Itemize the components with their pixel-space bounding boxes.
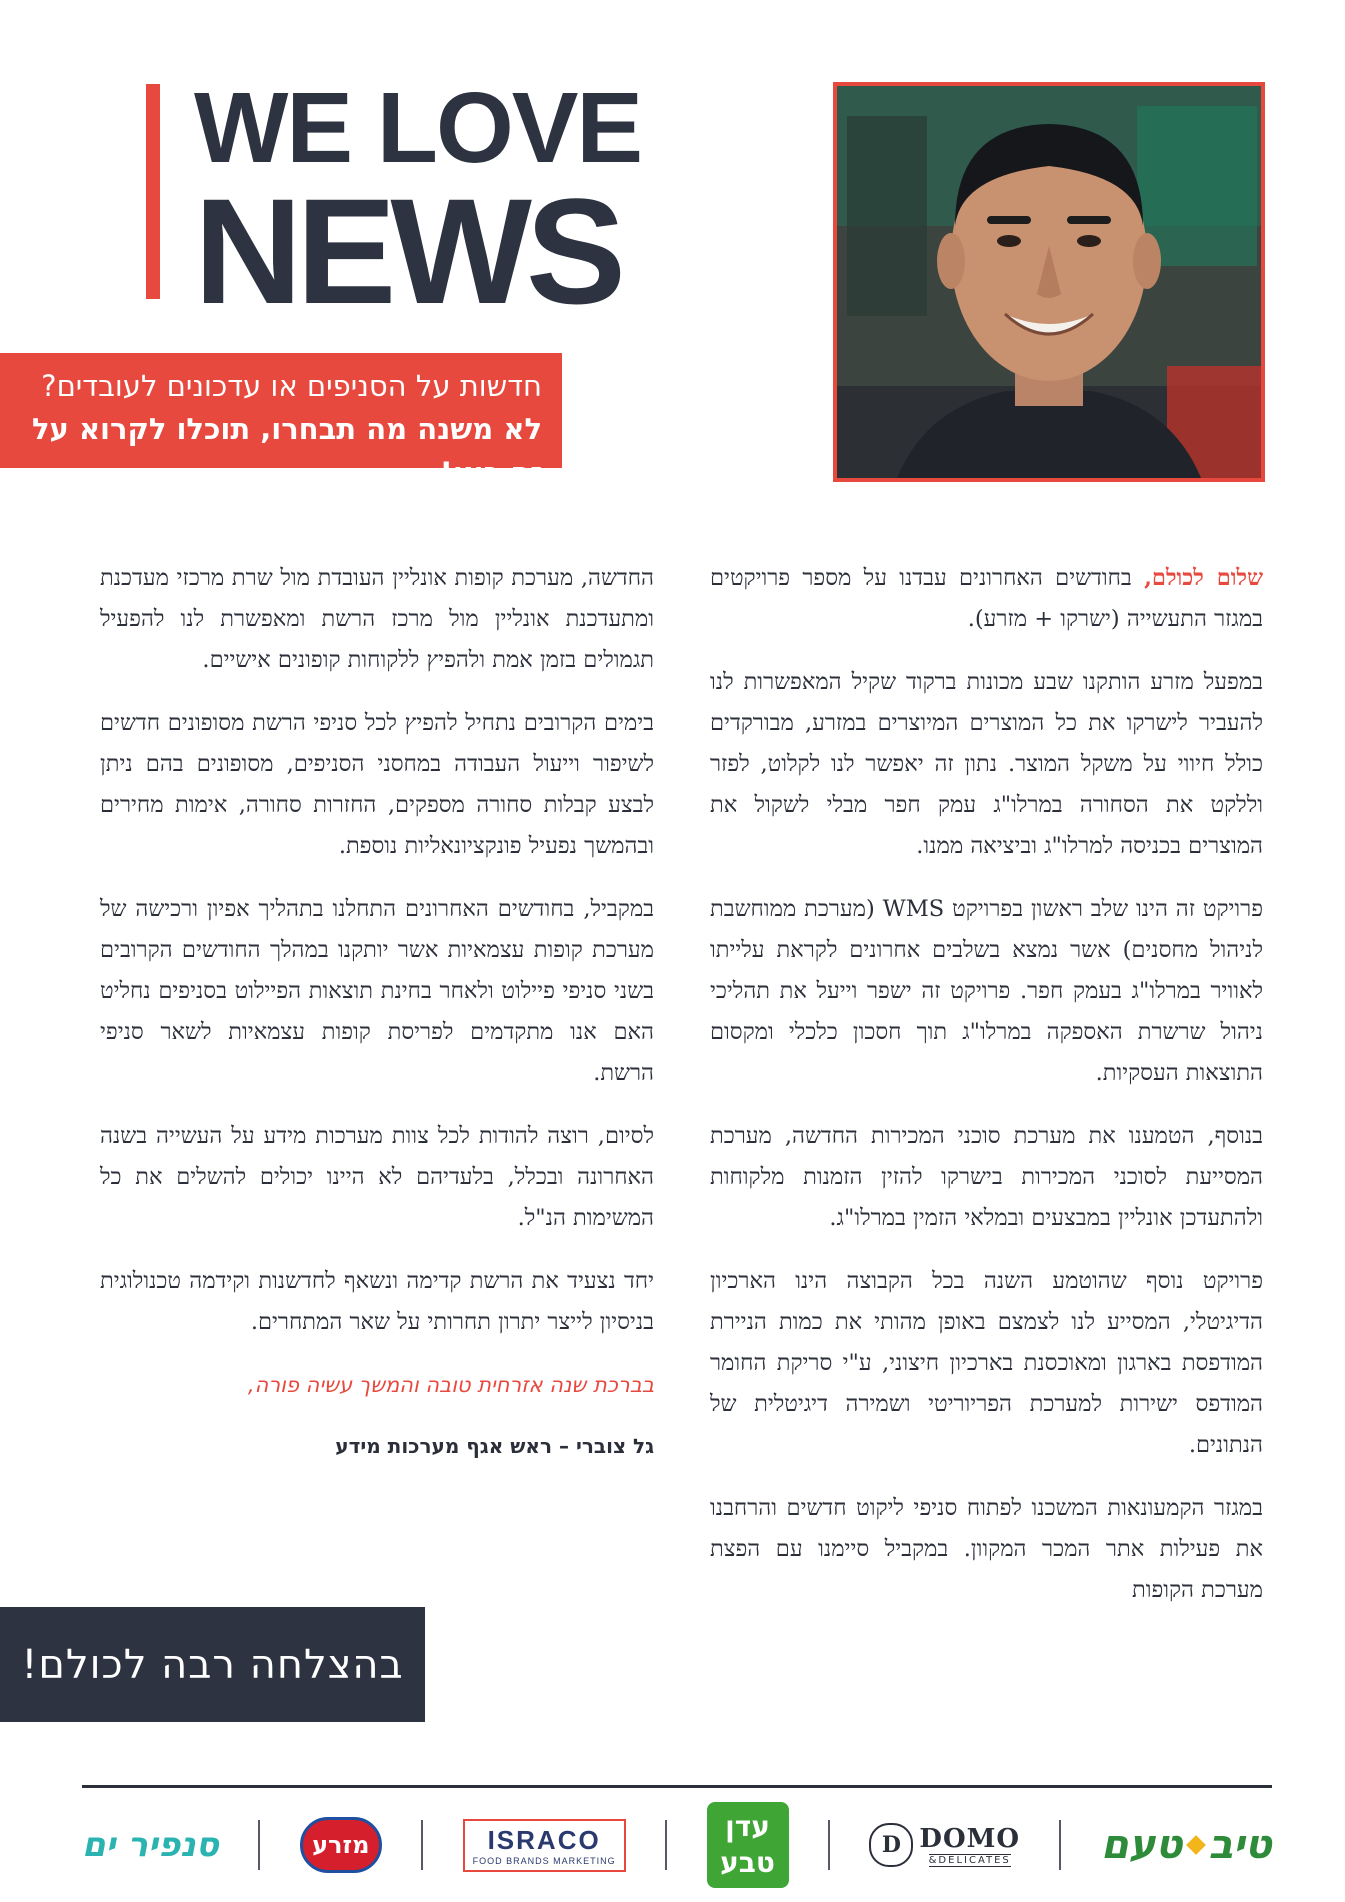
article-paragraph: פרויקט זה הינו שלב ראשון בפרויקט WMS (מערכת ממוחשבת לניהול מחסנים) אשר נמצא בשלבים אחרונים לקראת עלייתו לאוויר במרלו"ג בעמק חפר. פרויקט זה ישפר וייעל את תהליכי ניהול שרשרת האספקה במרלו"ג תוך חסכון כלכלי ומקסום התוצאות העסקיות. — [710, 896, 1263, 1086]
article-paragraph: לסיום, רוצה להודות לכל צוות מערכות מידע על העשייה בשנה האחרונה ובכלל, בלעדיהם לא היינו יכולים להשלים את כל המשימות הנ"ל. — [100, 1123, 654, 1231]
article-column-right — [710, 558, 1263, 1633]
footer-logos — [82, 1800, 1272, 1890]
logo-separator — [665, 1820, 667, 1870]
article-paragraph: יחד נצעיד את הרשת קדימה ונשאף לחדשנות וקידמה טכנולוגית בניסיון לייצר יתרון תחרותי על שאר המתחרים. — [100, 1268, 654, 1335]
intro-text: בחודשים האחרונים עבדנו על מספר פרויקטים במגזר התעשייה (ישרקו + מזרע). — [710, 565, 1263, 632]
article-paragraph: במקביל, בחודשים האחרונים התחלנו בתהליך אפיון ורכישה של מערכת קופות עצמאיות אשר יותקנו במהלך החודשים הקרובים בשני סניפי פיילוט ולאחר בחינת תוצאות הפיילוט בסניפים נחליט האם אנו מתקדמים לפריסת קופות עצמאיות לשאר סניפי הרשת. — [100, 896, 654, 1086]
article-paragraph: בנוסף, הטמענו את מערכת סוכני המכירות החדשה, מערכת המסייעת לסוכני המכירות בישרקו להזין הזמנות מלקוחות ולהתעדכן אונליין במבצעים ובמלאי הזמין במרלו"ג. — [710, 1123, 1263, 1231]
eden-teva-logo — [707, 1802, 789, 1888]
logo-separator — [1059, 1820, 1061, 1870]
domo-logo-sub: &DELICATES — [928, 1854, 1011, 1866]
logo-separator — [828, 1820, 830, 1870]
tivtaam-logo-a: טיב — [1208, 1822, 1272, 1868]
greeting: שלום לכולם, — [1144, 565, 1264, 591]
title-accent-bar — [146, 84, 160, 299]
title-line-2: NEWS — [194, 167, 620, 335]
portrait-photo — [833, 82, 1265, 482]
footer-divider — [82, 1785, 1272, 1788]
portrait-illustration — [837, 86, 1261, 478]
eden-logo-line2: טבע — [720, 1846, 775, 1879]
banner-answer: לא משנה מה תבחרו, תוכלו לקרוא על זה כאן! — [31, 412, 542, 490]
banner-question: חדשות על הסניפים או עדכונים לעובדים? — [41, 369, 542, 403]
intro-banner — [0, 353, 562, 490]
israco-logo — [463, 1819, 626, 1872]
eden-logo-line1: עדן — [725, 1810, 770, 1843]
article-paragraph: במפעל מזרע הותקנו שבע מכונות ברקוד שקיל המאפשרות לנו להעביר לישרקו את כל המוצרים המיוצרים במזרע, מבורקדים כולל חיווי על משקל המוצר. נתון זה יאפשר לנו לקלוט, לפזר וללקט את הסחורה במרלו"ג עמק חפר מבלי לשקול את המוצרים בכניסה למרלו"ג וביציאה ממנו. — [710, 669, 1263, 859]
diamond-icon — [1186, 1835, 1206, 1855]
article-paragraph: החדשה, מערכת קופות אונליין העובדת מול שרת מרכזי מעדכנת ומתעדכנת אונליין מול מרכז הרשת ומאפשרת לנו להפעיל תגמולים בזמן אמת ולהפיץ ללקוחות קופונים אישיים. — [100, 565, 654, 673]
israco-logo-main: ISRACO — [487, 1824, 601, 1855]
israco-logo-sub: FOOD BRANDS MARKETING — [472, 1855, 616, 1866]
closing-message: בהצלחה רבה לכולם! — [0, 1607, 425, 1722]
article-intro — [710, 558, 1263, 640]
mizra-logo: מזרע — [300, 1817, 382, 1873]
domo-logo-letter: D — [869, 1823, 913, 1867]
article-paragraph: במגזר הקמעונאות המשכנו לפתוח סניפי ליקוט חדשים והרחבנו את פעילות אתר המכר המקוון. במקביל סיימנו עם הפצת מערכת הקופות — [710, 1495, 1263, 1603]
tiv-taam-logo — [1101, 1822, 1272, 1868]
logo-separator — [258, 1820, 260, 1870]
article-paragraph: בימים הקרובים נתחיל להפיץ לכל סניפי הרשת מסופונים חדשים לשיפור וייעול העבודה במחסני הסניפים, מסופונים בהם ניתן לבצע קבלות סחורה מספקים, החזרות סחורה, אימות מחירים ובהמשך נפעיל פונקציונאליות נוספת. — [100, 710, 654, 859]
article-column-left — [100, 558, 654, 1467]
sanpir-yam-logo: סנפיר ים — [82, 1825, 219, 1865]
title-line-1: WE LOVE — [194, 72, 642, 184]
tivtaam-logo-b: טעם — [1100, 1822, 1183, 1868]
article-paragraph: פרויקט נוסף שהוטמע השנה בכל הקבוצה הינו הארכיון הדיגיטלי, המסייע לנו לצמצם באופן מהותי את כמות הניירת המודפסת בארגון ומאוכסנת בארכיון חיצוני, ע"י סריקת החומר המודפס ישירות למערכת הפריוריטי ושמירה דיגיטלית של הנתונים. — [710, 1268, 1263, 1458]
signoff-name: גל צוברי – ראש אגף מערכות מידע — [335, 1434, 654, 1458]
page-title — [194, 72, 642, 335]
logo-separator — [421, 1820, 423, 1870]
domo-logo — [869, 1823, 1020, 1867]
signoff-note: בברכת שנה אזרחית טובה והמשך עשיה פורה, — [247, 1373, 654, 1397]
domo-logo-main: DOMO — [919, 1823, 1021, 1854]
